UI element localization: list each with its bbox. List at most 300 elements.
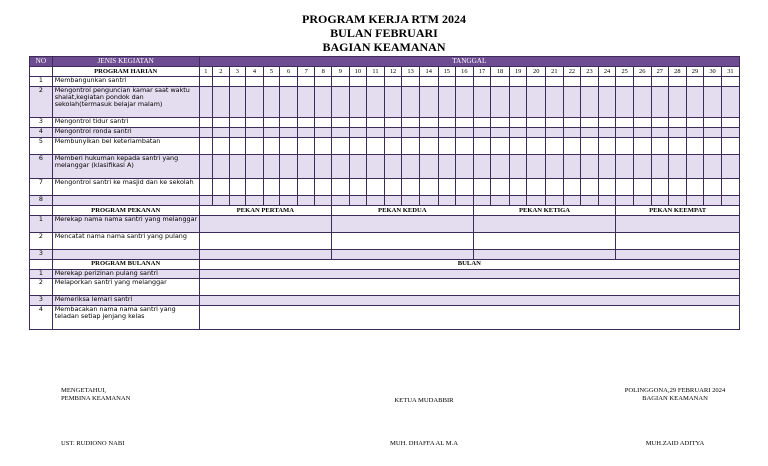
week-check-cell[interactable] — [332, 232, 474, 249]
day-checkbox-cell[interactable] — [332, 127, 350, 137]
day-checkbox-cell[interactable] — [473, 127, 491, 137]
day-checkbox-cell[interactable] — [651, 178, 669, 195]
day-number: 4 — [246, 67, 264, 77]
day-checkbox-cell[interactable] — [509, 118, 527, 128]
day-checkbox-cell[interactable] — [384, 178, 402, 195]
day-checkbox-cell[interactable] — [563, 137, 581, 154]
day-checkbox-cell[interactable] — [509, 127, 527, 137]
table-row — [30, 269, 740, 279]
day-checkbox-cell[interactable] — [438, 127, 456, 137]
day-checkbox-cell[interactable] — [402, 195, 420, 205]
day-checkbox-cell[interactable] — [213, 154, 230, 178]
row-number: 5 — [30, 137, 53, 154]
day-checkbox-cell[interactable] — [721, 178, 739, 195]
week-check-cell[interactable] — [332, 249, 474, 259]
day-checkbox-cell[interactable] — [438, 137, 456, 154]
day-checkbox-cell[interactable] — [402, 77, 420, 87]
day-checkbox-cell[interactable] — [509, 77, 527, 87]
day-checkbox-cell[interactable] — [456, 154, 474, 178]
week-header: PEKAN KEDUA — [332, 205, 474, 215]
day-checkbox-cell[interactable] — [332, 137, 350, 154]
day-checkbox-cell[interactable] — [581, 77, 599, 87]
day-checkbox-cell[interactable] — [581, 178, 599, 195]
day-checkbox-cell[interactable] — [263, 137, 280, 154]
day-checkbox-cell[interactable] — [721, 86, 739, 117]
day-checkbox-cell[interactable] — [721, 118, 739, 128]
day-checkbox-cell[interactable] — [213, 195, 230, 205]
week-check-cell[interactable] — [473, 249, 616, 259]
day-checkbox-cell[interactable] — [686, 77, 704, 87]
day-checkbox-cell[interactable] — [633, 127, 651, 137]
day-checkbox-cell[interactable] — [297, 77, 315, 87]
day-checkbox-cell[interactable] — [473, 118, 491, 128]
activity-text: Mengontrol santri ke masjid dan ke sekolah — [52, 178, 199, 195]
day-checkbox-cell[interactable] — [438, 118, 456, 128]
day-checkbox-cell[interactable] — [633, 195, 651, 205]
day-checkbox-cell[interactable] — [456, 178, 474, 195]
day-checkbox-cell[interactable] — [686, 195, 704, 205]
day-checkbox-cell[interactable] — [199, 86, 212, 117]
day-checkbox-cell[interactable] — [246, 77, 264, 87]
month-check-cell[interactable] — [199, 306, 739, 330]
day-checkbox-cell[interactable] — [229, 86, 246, 117]
table-row — [30, 249, 740, 259]
day-checkbox-cell[interactable] — [315, 178, 332, 195]
day-checkbox-cell[interactable] — [213, 77, 230, 87]
day-checkbox-cell[interactable] — [527, 127, 546, 137]
day-checkbox-cell[interactable] — [438, 77, 456, 87]
day-checkbox-cell[interactable] — [199, 195, 212, 205]
day-checkbox-cell[interactable] — [349, 178, 367, 195]
day-checkbox-cell[interactable] — [581, 195, 599, 205]
day-checkbox-cell[interactable] — [349, 127, 367, 137]
week-check-cell[interactable] — [473, 215, 616, 232]
month-check-cell[interactable] — [199, 269, 739, 279]
day-checkbox-cell[interactable] — [598, 127, 616, 137]
day-checkbox-cell[interactable] — [686, 86, 704, 117]
day-checkbox-cell[interactable] — [581, 137, 599, 154]
day-checkbox-cell[interactable] — [546, 118, 564, 128]
day-checkbox-cell[interactable] — [315, 137, 332, 154]
week-check-cell[interactable] — [616, 249, 740, 259]
day-checkbox-cell[interactable] — [280, 137, 298, 154]
day-checkbox-cell[interactable] — [229, 127, 246, 137]
day-checkbox-cell[interactable] — [598, 178, 616, 195]
day-checkbox-cell[interactable] — [491, 195, 510, 205]
day-checkbox-cell[interactable] — [721, 127, 739, 137]
day-number: 24 — [598, 67, 616, 77]
row-number: 3 — [30, 249, 53, 259]
day-checkbox-cell[interactable] — [491, 127, 510, 137]
day-checkbox-cell[interactable] — [527, 118, 546, 128]
day-checkbox-cell[interactable] — [419, 127, 438, 137]
day-checkbox-cell[interactable] — [546, 77, 564, 87]
day-checkbox-cell[interactable] — [491, 154, 510, 178]
day-checkbox-cell[interactable] — [349, 86, 367, 117]
day-checkbox-cell[interactable] — [633, 154, 651, 178]
day-number: 23 — [581, 67, 599, 77]
day-checkbox-cell[interactable] — [297, 154, 315, 178]
day-checkbox-cell[interactable] — [199, 137, 212, 154]
day-checkbox-cell[interactable] — [367, 127, 385, 137]
day-checkbox-cell[interactable] — [280, 178, 298, 195]
day-checkbox-cell[interactable] — [263, 86, 280, 117]
day-checkbox-cell[interactable] — [651, 195, 669, 205]
day-checkbox-cell[interactable] — [229, 178, 246, 195]
day-checkbox-cell[interactable] — [704, 77, 722, 87]
day-checkbox-cell[interactable] — [213, 86, 230, 117]
day-checkbox-cell[interactable] — [213, 118, 230, 128]
activity-text: Mengontrol penguncian kamar saat waktu shalat,kegiatan pondok dan sekolah(termasuk belajar malam) — [52, 86, 199, 117]
day-checkbox-cell[interactable] — [367, 86, 385, 117]
day-checkbox-cell[interactable] — [229, 137, 246, 154]
activity-text: Memberi hukuman kepada santri yang melanggar (klasifikasi A) — [52, 154, 199, 178]
day-checkbox-cell[interactable] — [651, 86, 669, 117]
day-checkbox-cell[interactable] — [280, 86, 298, 117]
month-check-cell[interactable] — [199, 296, 739, 306]
day-checkbox-cell[interactable] — [315, 77, 332, 87]
table-row — [30, 86, 740, 117]
day-checkbox-cell[interactable] — [384, 195, 402, 205]
day-checkbox-cell[interactable] — [246, 178, 264, 195]
day-number: 14 — [419, 67, 438, 77]
day-checkbox-cell[interactable] — [199, 118, 212, 128]
day-checkbox-cell[interactable] — [297, 178, 315, 195]
day-checkbox-cell[interactable] — [527, 154, 546, 178]
day-checkbox-cell[interactable] — [563, 86, 581, 117]
day-checkbox-cell[interactable] — [315, 86, 332, 117]
day-checkbox-cell[interactable] — [669, 118, 687, 128]
day-checkbox-cell[interactable] — [546, 137, 564, 154]
day-checkbox-cell[interactable] — [563, 127, 581, 137]
day-checkbox-cell[interactable] — [546, 195, 564, 205]
day-checkbox-cell[interactable] — [438, 86, 456, 117]
day-checkbox-cell[interactable] — [332, 86, 350, 117]
day-checkbox-cell[interactable] — [563, 77, 581, 87]
day-checkbox-cell[interactable] — [384, 154, 402, 178]
day-checkbox-cell[interactable] — [527, 195, 546, 205]
day-checkbox-cell[interactable] — [456, 127, 474, 137]
day-checkbox-cell[interactable] — [456, 137, 474, 154]
table-row — [30, 306, 740, 330]
day-checkbox-cell[interactable] — [581, 154, 599, 178]
row-number: 7 — [30, 178, 53, 195]
day-checkbox-cell[interactable] — [721, 137, 739, 154]
day-checkbox-cell[interactable] — [473, 77, 491, 87]
day-checkbox-cell[interactable] — [546, 154, 564, 178]
day-checkbox-cell[interactable] — [598, 77, 616, 87]
week-check-cell[interactable] — [332, 215, 474, 232]
day-checkbox-cell[interactable] — [263, 195, 280, 205]
day-checkbox-cell[interactable] — [297, 195, 315, 205]
day-checkbox-cell[interactable] — [527, 178, 546, 195]
day-checkbox-cell[interactable] — [651, 154, 669, 178]
document-title: PROGRAM KERJA RTM 2024 — [302, 12, 466, 26]
day-checkbox-cell[interactable] — [473, 137, 491, 154]
day-checkbox-cell[interactable] — [598, 195, 616, 205]
day-checkbox-cell[interactable] — [438, 178, 456, 195]
day-checkbox-cell[interactable] — [669, 86, 687, 117]
day-checkbox-cell[interactable] — [384, 86, 402, 117]
week-check-cell[interactable] — [616, 215, 740, 232]
day-checkbox-cell[interactable] — [546, 178, 564, 195]
bulanan-section-row — [30, 259, 740, 269]
day-checkbox-cell[interactable] — [563, 118, 581, 128]
day-checkbox-cell[interactable] — [704, 118, 722, 128]
day-checkbox-cell[interactable] — [491, 86, 510, 117]
day-checkbox-cell[interactable] — [419, 178, 438, 195]
signature-left — [61, 387, 130, 403]
day-checkbox-cell[interactable] — [527, 86, 546, 117]
day-checkbox-cell[interactable] — [563, 195, 581, 205]
day-checkbox-cell[interactable] — [633, 77, 651, 87]
activity-text: Mencatat nama nama santri yang pulang — [52, 232, 199, 249]
day-checkbox-cell[interactable] — [367, 195, 385, 205]
week-check-cell[interactable] — [616, 232, 740, 249]
day-checkbox-cell[interactable] — [280, 154, 298, 178]
day-checkbox-cell[interactable] — [367, 178, 385, 195]
signature-right-name: MUH.ZAID ADITYA — [645, 440, 705, 447]
day-checkbox-cell[interactable] — [616, 154, 634, 178]
day-checkbox-cell[interactable] — [402, 118, 420, 128]
day-checkbox-cell[interactable] — [616, 77, 634, 87]
day-checkbox-cell[interactable] — [669, 137, 687, 154]
day-checkbox-cell[interactable] — [473, 154, 491, 178]
day-checkbox-cell[interactable] — [402, 137, 420, 154]
day-checkbox-cell[interactable] — [509, 195, 527, 205]
day-checkbox-cell[interactable] — [419, 86, 438, 117]
day-checkbox-cell[interactable] — [263, 118, 280, 128]
day-checkbox-cell[interactable] — [704, 127, 722, 137]
day-checkbox-cell[interactable] — [456, 86, 474, 117]
day-checkbox-cell[interactable] — [616, 127, 634, 137]
day-checkbox-cell[interactable] — [651, 118, 669, 128]
day-checkbox-cell[interactable] — [246, 118, 264, 128]
day-checkbox-cell[interactable] — [686, 127, 704, 137]
day-checkbox-cell[interactable] — [651, 127, 669, 137]
day-checkbox-cell[interactable] — [199, 77, 212, 87]
day-checkbox-cell[interactable] — [349, 154, 367, 178]
day-checkbox-cell[interactable] — [246, 195, 264, 205]
day-checkbox-cell[interactable] — [563, 178, 581, 195]
day-checkbox-cell[interactable] — [686, 178, 704, 195]
day-checkbox-cell[interactable] — [616, 178, 634, 195]
row-number: 4 — [30, 306, 53, 330]
day-checkbox-cell[interactable] — [384, 137, 402, 154]
table-row — [30, 137, 740, 154]
day-checkbox-cell[interactable] — [651, 77, 669, 87]
day-checkbox-cell[interactable] — [246, 137, 264, 154]
day-checkbox-cell[interactable] — [491, 118, 510, 128]
day-checkbox-cell[interactable] — [546, 86, 564, 117]
day-checkbox-cell[interactable] — [199, 127, 212, 137]
day-checkbox-cell[interactable] — [263, 127, 280, 137]
day-checkbox-cell[interactable] — [315, 118, 332, 128]
day-checkbox-cell[interactable] — [686, 154, 704, 178]
day-checkbox-cell[interactable] — [669, 154, 687, 178]
day-checkbox-cell[interactable] — [367, 77, 385, 87]
day-number: 13 — [402, 67, 420, 77]
day-checkbox-cell[interactable] — [263, 154, 280, 178]
day-checkbox-cell[interactable] — [616, 86, 634, 117]
day-checkbox-cell[interactable] — [229, 77, 246, 87]
table-row — [30, 195, 740, 205]
section-no-cell — [30, 67, 53, 77]
day-checkbox-cell[interactable] — [456, 195, 474, 205]
day-checkbox-cell[interactable] — [598, 137, 616, 154]
day-checkbox-cell[interactable] — [546, 127, 564, 137]
day-checkbox-cell[interactable] — [527, 77, 546, 87]
day-checkbox-cell[interactable] — [280, 195, 298, 205]
table-row — [30, 178, 740, 195]
day-checkbox-cell[interactable] — [669, 195, 687, 205]
table-row — [30, 296, 740, 306]
day-checkbox-cell[interactable] — [213, 137, 230, 154]
day-checkbox-cell[interactable] — [686, 137, 704, 154]
row-number: 2 — [30, 86, 53, 117]
day-checkbox-cell[interactable] — [491, 137, 510, 154]
week-check-cell[interactable] — [199, 215, 331, 232]
table-row — [30, 154, 740, 178]
day-checkbox-cell[interactable] — [280, 77, 298, 87]
day-checkbox-cell[interactable] — [438, 154, 456, 178]
day-checkbox-cell[interactable] — [349, 195, 367, 205]
day-checkbox-cell[interactable] — [367, 118, 385, 128]
day-checkbox-cell[interactable] — [402, 178, 420, 195]
day-checkbox-cell[interactable] — [721, 77, 739, 87]
day-checkbox-cell[interactable] — [509, 137, 527, 154]
day-checkbox-cell[interactable] — [598, 86, 616, 117]
day-checkbox-cell[interactable] — [616, 118, 634, 128]
week-check-cell[interactable] — [473, 232, 616, 249]
day-checkbox-cell[interactable] — [384, 118, 402, 128]
day-checkbox-cell[interactable] — [563, 154, 581, 178]
day-checkbox-cell[interactable] — [246, 154, 264, 178]
day-checkbox-cell[interactable] — [199, 154, 212, 178]
day-checkbox-cell[interactable] — [598, 118, 616, 128]
day-checkbox-cell[interactable] — [384, 77, 402, 87]
day-checkbox-cell[interactable] — [332, 178, 350, 195]
day-checkbox-cell[interactable] — [367, 154, 385, 178]
day-checkbox-cell[interactable] — [473, 86, 491, 117]
day-checkbox-cell[interactable] — [419, 77, 438, 87]
day-checkbox-cell[interactable] — [651, 137, 669, 154]
harian-section-label: PROGRAM HARIAN — [52, 67, 199, 77]
day-checkbox-cell[interactable] — [229, 195, 246, 205]
day-checkbox-cell[interactable] — [704, 178, 722, 195]
day-checkbox-cell[interactable] — [332, 118, 350, 128]
day-checkbox-cell[interactable] — [633, 118, 651, 128]
day-checkbox-cell[interactable] — [633, 137, 651, 154]
day-checkbox-cell[interactable] — [704, 154, 722, 178]
day-checkbox-cell[interactable] — [491, 178, 510, 195]
day-checkbox-cell[interactable] — [633, 178, 651, 195]
day-checkbox-cell[interactable] — [349, 118, 367, 128]
day-checkbox-cell[interactable] — [456, 118, 474, 128]
day-checkbox-cell[interactable] — [349, 137, 367, 154]
day-checkbox-cell[interactable] — [213, 127, 230, 137]
day-checkbox-cell[interactable] — [263, 178, 280, 195]
day-checkbox-cell[interactable] — [491, 77, 510, 87]
day-checkbox-cell[interactable] — [419, 118, 438, 128]
day-checkbox-cell[interactable] — [315, 195, 332, 205]
day-checkbox-cell[interactable] — [704, 86, 722, 117]
day-number: 3 — [229, 67, 246, 77]
day-checkbox-cell[interactable] — [669, 77, 687, 87]
table-row — [30, 232, 740, 249]
day-checkbox-cell[interactable] — [349, 77, 367, 87]
day-checkbox-cell[interactable] — [527, 137, 546, 154]
day-checkbox-cell[interactable] — [297, 127, 315, 137]
day-checkbox-cell[interactable] — [581, 86, 599, 117]
day-checkbox-cell[interactable] — [704, 195, 722, 205]
day-checkbox-cell[interactable] — [633, 86, 651, 117]
week-check-cell[interactable] — [199, 232, 331, 249]
day-checkbox-cell[interactable] — [402, 154, 420, 178]
day-checkbox-cell[interactable] — [581, 118, 599, 128]
day-checkbox-cell[interactable] — [669, 127, 687, 137]
day-checkbox-cell[interactable] — [246, 86, 264, 117]
day-checkbox-cell[interactable] — [704, 137, 722, 154]
day-checkbox-cell[interactable] — [246, 127, 264, 137]
day-checkbox-cell[interactable] — [419, 137, 438, 154]
day-checkbox-cell[interactable] — [473, 178, 491, 195]
day-checkbox-cell[interactable] — [581, 127, 599, 137]
day-checkbox-cell[interactable] — [509, 154, 527, 178]
day-checkbox-cell[interactable] — [367, 137, 385, 154]
day-number: 19 — [509, 67, 527, 77]
week-check-cell[interactable] — [199, 249, 331, 259]
day-checkbox-cell[interactable] — [509, 86, 527, 117]
day-checkbox-cell[interactable] — [280, 118, 298, 128]
day-checkbox-cell[interactable] — [280, 127, 298, 137]
day-checkbox-cell[interactable] — [419, 195, 438, 205]
day-checkbox-cell[interactable] — [456, 77, 474, 87]
month-check-cell[interactable] — [199, 279, 739, 296]
no-header: NO — [30, 57, 53, 67]
day-checkbox-cell[interactable] — [332, 195, 350, 205]
day-checkbox-cell[interactable] — [438, 195, 456, 205]
day-checkbox-cell[interactable] — [509, 178, 527, 195]
day-checkbox-cell[interactable] — [332, 77, 350, 87]
day-checkbox-cell[interactable] — [473, 195, 491, 205]
day-checkbox-cell[interactable] — [199, 178, 212, 195]
day-checkbox-cell[interactable] — [297, 86, 315, 117]
day-checkbox-cell[interactable] — [616, 195, 634, 205]
day-checkbox-cell[interactable] — [229, 154, 246, 178]
day-checkbox-cell[interactable] — [721, 154, 739, 178]
day-checkbox-cell[interactable] — [332, 154, 350, 178]
day-checkbox-cell[interactable] — [669, 178, 687, 195]
day-checkbox-cell[interactable] — [297, 137, 315, 154]
day-checkbox-cell[interactable] — [263, 77, 280, 87]
day-checkbox-cell[interactable] — [686, 118, 704, 128]
day-number: 26 — [633, 67, 651, 77]
day-checkbox-cell[interactable] — [616, 137, 634, 154]
day-checkbox-cell[interactable] — [229, 118, 246, 128]
activity-text: Membunyikan bel keterlambatan — [52, 137, 199, 154]
day-checkbox-cell[interactable] — [419, 154, 438, 178]
day-checkbox-cell[interactable] — [315, 154, 332, 178]
day-checkbox-cell[interactable] — [297, 118, 315, 128]
day-checkbox-cell[interactable] — [315, 127, 332, 137]
day-checkbox-cell[interactable] — [402, 127, 420, 137]
day-checkbox-cell[interactable] — [721, 195, 739, 205]
day-checkbox-cell[interactable] — [402, 86, 420, 117]
day-checkbox-cell[interactable] — [213, 178, 230, 195]
day-checkbox-cell[interactable] — [598, 154, 616, 178]
day-checkbox-cell[interactable] — [384, 127, 402, 137]
